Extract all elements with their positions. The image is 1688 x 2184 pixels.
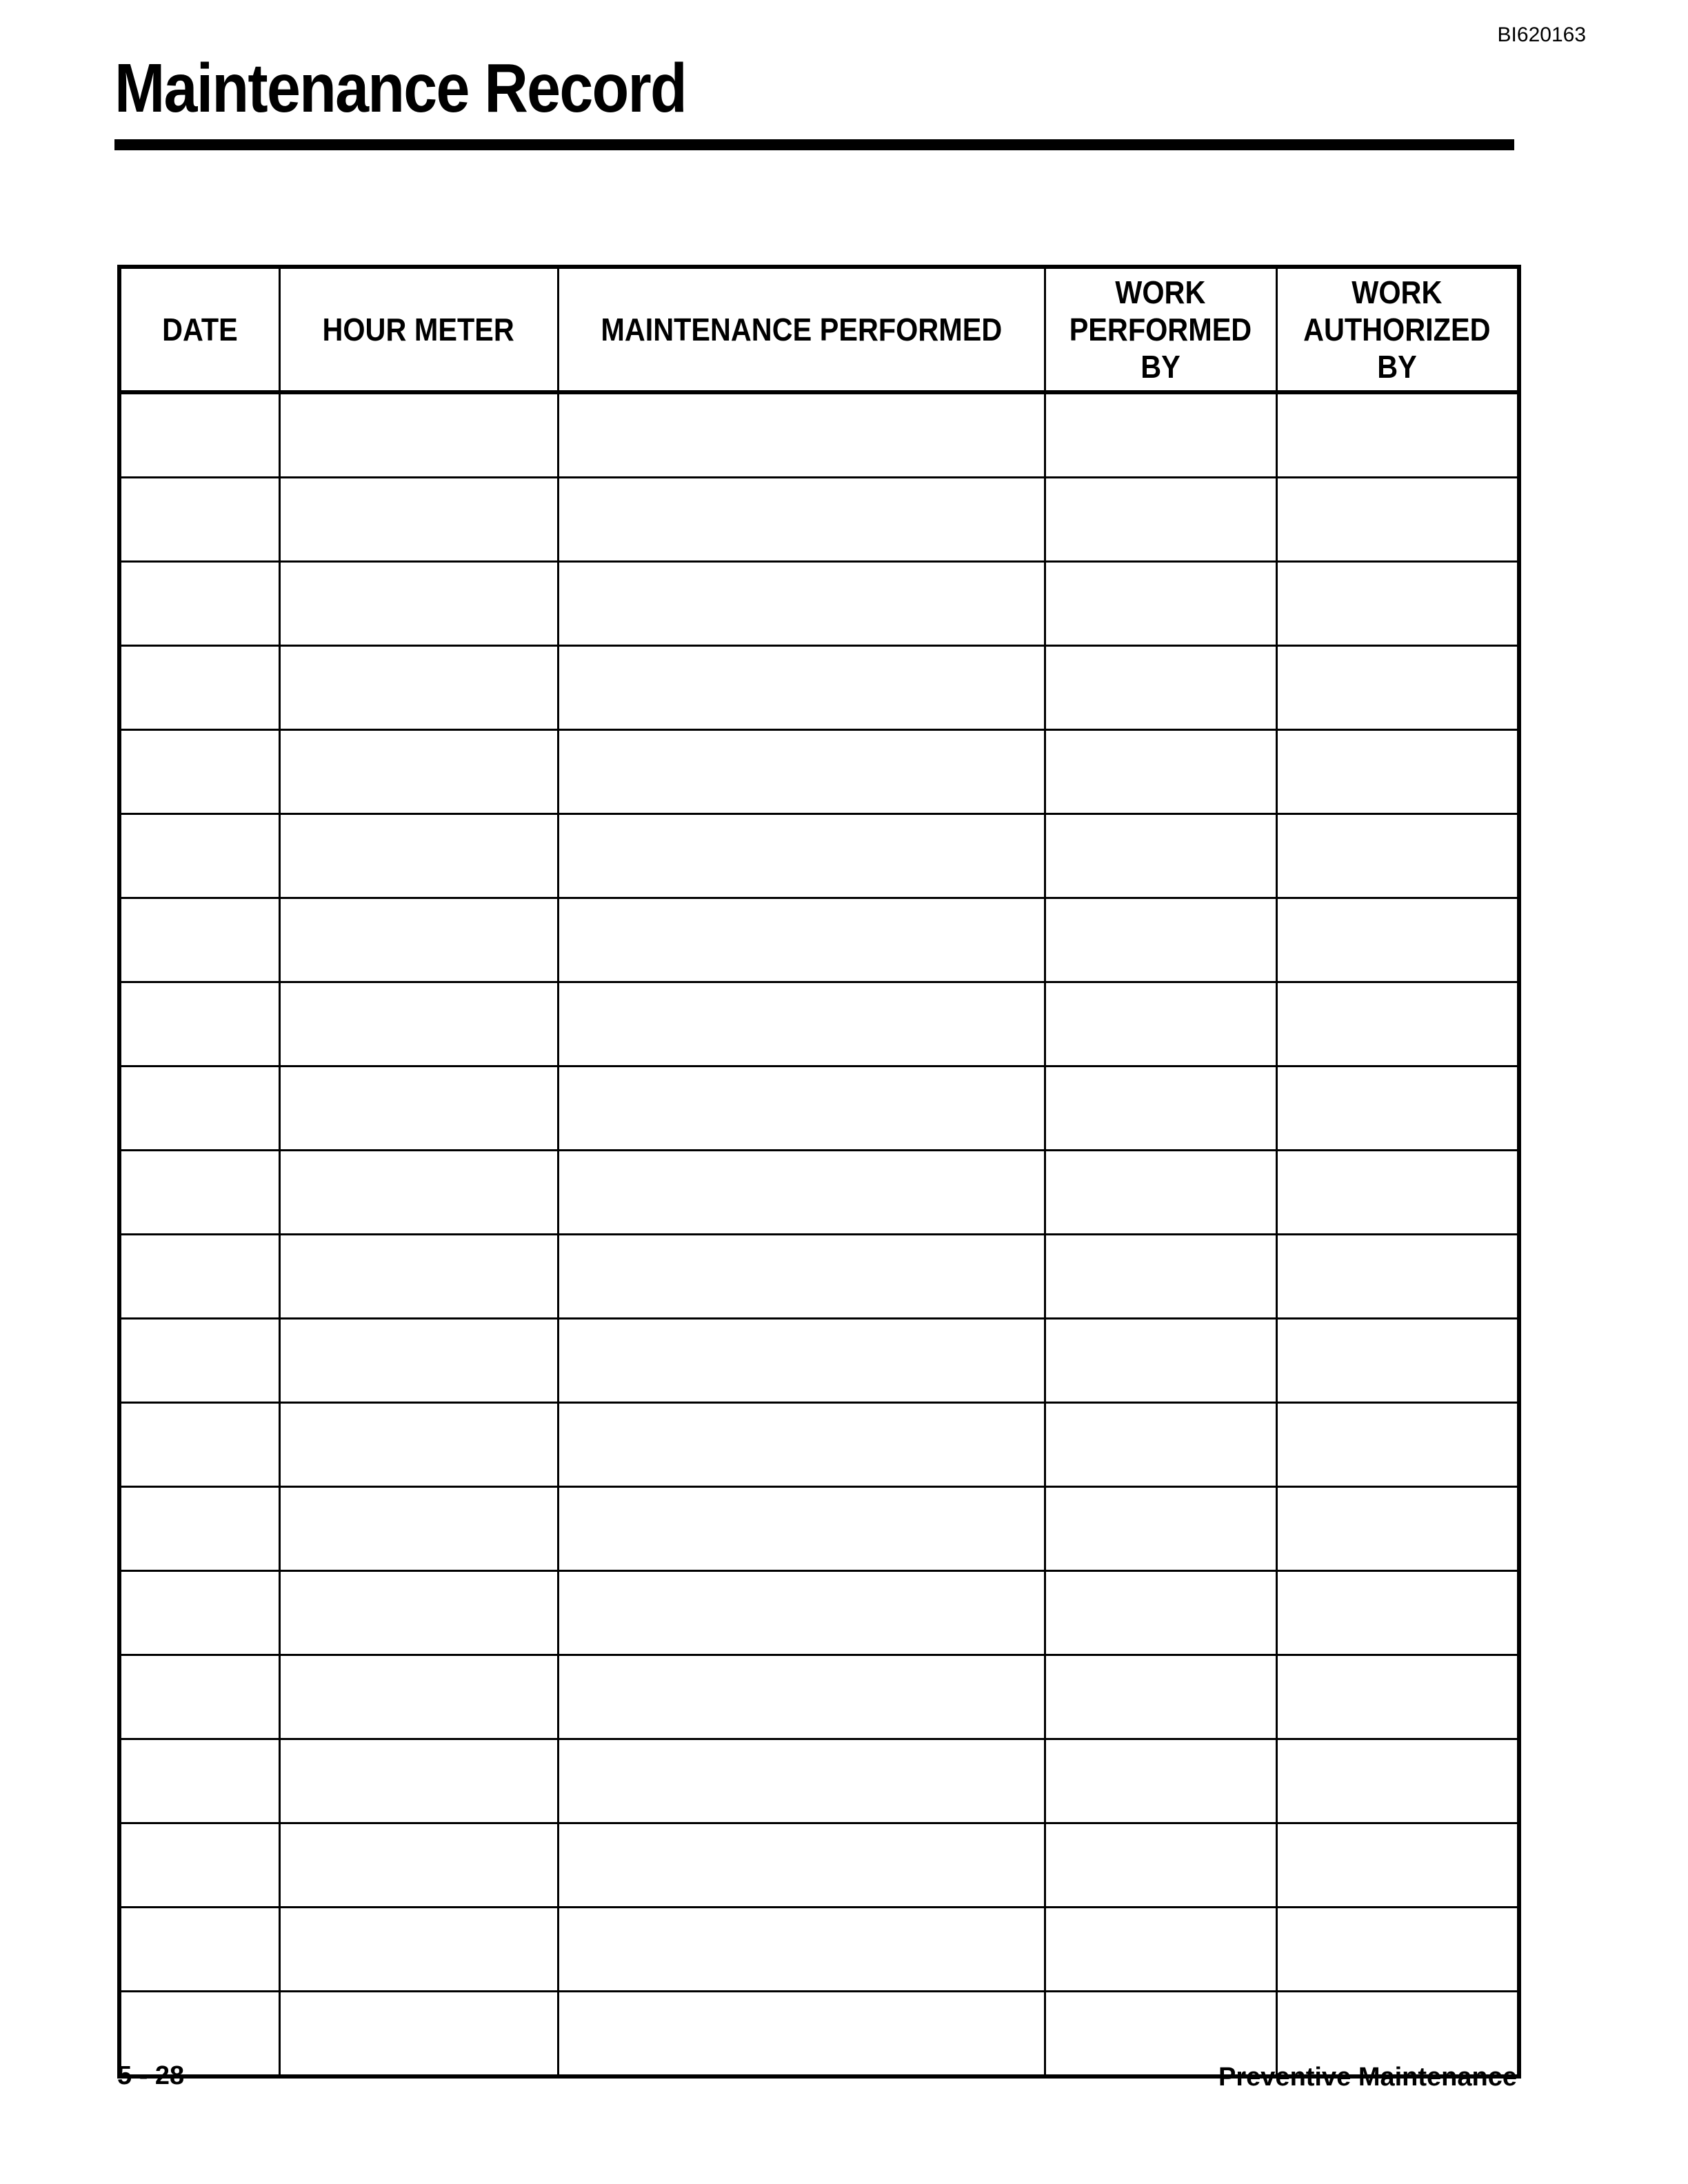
table-row [119, 1487, 1519, 1571]
table-row [119, 562, 1519, 646]
maintenance-performed-cell [558, 562, 1045, 646]
work-performed-by-cell [1045, 1739, 1276, 1823]
date-cell [119, 1235, 279, 1319]
work-performed-by-cell [1045, 1066, 1276, 1151]
maintenance-performed-cell [558, 1319, 1045, 1403]
table-row [119, 814, 1519, 898]
hour-meter-cell [279, 1235, 558, 1319]
column-header-label-line: PERFORMED [1069, 312, 1252, 347]
work-authorized-by-cell [1276, 1908, 1519, 1992]
column-header-hour-meter [279, 267, 558, 392]
table-row [119, 1235, 1519, 1319]
work-performed-by-cell [1045, 1655, 1276, 1739]
column-header-label: MAINTENANCE PERFORMED [601, 312, 1002, 347]
work-authorized-by-cell [1276, 898, 1519, 982]
maintenance-performed-cell [558, 1235, 1045, 1319]
maintenance-performed-cell [558, 1066, 1045, 1151]
date-cell [119, 1655, 279, 1739]
column-header-work-performed-by [1045, 267, 1276, 392]
hour-meter-cell [279, 1066, 558, 1151]
work-authorized-by-cell [1276, 1739, 1519, 1823]
hour-meter-cell [279, 898, 558, 982]
work-performed-by-cell [1045, 1571, 1276, 1655]
work-performed-by-cell [1045, 814, 1276, 898]
work-authorized-by-cell [1276, 646, 1519, 730]
hour-meter-cell [279, 478, 558, 562]
hour-meter-cell [279, 730, 558, 814]
work-performed-by-cell [1045, 1403, 1276, 1487]
date-cell [119, 898, 279, 982]
page-number: 5 - 28 [117, 2061, 185, 2090]
column-header-work-authorized-by [1276, 267, 1519, 392]
date-cell [119, 1823, 279, 1908]
maintenance-performed-cell [558, 1571, 1045, 1655]
table-row [119, 1908, 1519, 1992]
work-authorized-by-cell [1276, 1487, 1519, 1571]
work-performed-by-cell [1045, 1487, 1276, 1571]
maintenance-performed-cell [558, 982, 1045, 1066]
date-cell [119, 646, 279, 730]
hour-meter-cell [279, 562, 558, 646]
hour-meter-cell [279, 1992, 558, 2077]
hour-meter-cell [279, 1319, 558, 1403]
table-body [119, 392, 1519, 2076]
maintenance-performed-cell [558, 392, 1045, 478]
work-authorized-by-cell [1276, 1403, 1519, 1487]
hour-meter-cell [279, 1487, 558, 1571]
table-row [119, 478, 1519, 562]
maintenance-performed-cell [558, 646, 1045, 730]
work-performed-by-cell [1045, 730, 1276, 814]
maintenance-performed-cell [558, 1487, 1045, 1571]
table-row [119, 730, 1519, 814]
hour-meter-cell [279, 1823, 558, 1908]
hour-meter-cell [279, 1655, 558, 1739]
work-performed-by-cell [1045, 1908, 1276, 1992]
date-cell [119, 1403, 279, 1487]
work-authorized-by-cell [1276, 1571, 1519, 1655]
work-authorized-by-cell [1276, 1235, 1519, 1319]
hour-meter-cell [279, 1403, 558, 1487]
hour-meter-cell [279, 1151, 558, 1235]
document-code: BI620163 [1497, 23, 1586, 46]
date-cell [119, 814, 279, 898]
hour-meter-cell [279, 646, 558, 730]
work-authorized-by-cell [1276, 392, 1519, 478]
work-performed-by-cell [1045, 982, 1276, 1066]
work-authorized-by-cell [1276, 1823, 1519, 1908]
work-authorized-by-cell [1276, 562, 1519, 646]
work-authorized-by-cell [1276, 1655, 1519, 1739]
hour-meter-cell [279, 1571, 558, 1655]
table-row [119, 1655, 1519, 1739]
table-row [119, 646, 1519, 730]
work-authorized-by-cell [1276, 982, 1519, 1066]
work-performed-by-cell [1045, 646, 1276, 730]
table-row [119, 1066, 1519, 1151]
date-cell [119, 562, 279, 646]
column-header-maintenance-performed [558, 267, 1045, 392]
work-performed-by-cell [1045, 1823, 1276, 1908]
maintenance-performed-cell [558, 1151, 1045, 1235]
page-title: Maintenance Record [114, 50, 686, 127]
date-cell [119, 1487, 279, 1571]
work-performed-by-cell [1045, 1235, 1276, 1319]
date-cell [119, 392, 279, 478]
maintenance-performed-cell [558, 1992, 1045, 2077]
table-header-row [119, 267, 1519, 392]
table-row [119, 392, 1519, 478]
maintenance-performed-cell [558, 814, 1045, 898]
maintenance-performed-cell [558, 478, 1045, 562]
maintenance-performed-cell [558, 1403, 1045, 1487]
table-row [119, 1823, 1519, 1908]
date-cell [119, 1908, 279, 1992]
table-row [119, 982, 1519, 1066]
maintenance-performed-cell [558, 1908, 1045, 1992]
column-header-label-line: WORK [1115, 274, 1206, 310]
work-performed-by-cell [1045, 392, 1276, 478]
column-header-label-line: BY [1141, 349, 1180, 385]
work-authorized-by-cell [1276, 1066, 1519, 1151]
column-header-label-line: BY [1377, 349, 1418, 385]
column-header-label: DATE [161, 312, 238, 347]
maintenance-record-table [117, 265, 1521, 2079]
work-authorized-by-cell [1276, 1319, 1519, 1403]
column-header-label-line: WORK [1352, 274, 1443, 310]
table-row [119, 1319, 1519, 1403]
table-row [119, 1151, 1519, 1235]
column-header-label-line: AUTHORIZED [1303, 312, 1491, 347]
work-authorized-by-cell [1276, 730, 1519, 814]
date-cell [119, 1739, 279, 1823]
date-cell [119, 1319, 279, 1403]
work-performed-by-cell [1045, 1151, 1276, 1235]
title-rule [114, 139, 1514, 150]
work-authorized-by-cell [1276, 1151, 1519, 1235]
date-cell [119, 478, 279, 562]
maintenance-performed-cell [558, 1739, 1045, 1823]
column-header-label: HOUR METER [322, 312, 515, 347]
work-performed-by-cell [1045, 478, 1276, 562]
table-row [119, 898, 1519, 982]
section-name: Preventive Maintenance [1218, 2063, 1517, 2092]
hour-meter-cell [279, 1739, 558, 1823]
table-row [119, 1571, 1519, 1655]
work-performed-by-cell [1045, 898, 1276, 982]
hour-meter-cell [279, 814, 558, 898]
date-cell [119, 730, 279, 814]
date-cell [119, 1571, 279, 1655]
date-cell [119, 982, 279, 1066]
maintenance-performed-cell [558, 898, 1045, 982]
work-performed-by-cell [1045, 562, 1276, 646]
date-cell [119, 1151, 279, 1235]
table-row [119, 1403, 1519, 1487]
work-authorized-by-cell [1276, 814, 1519, 898]
work-authorized-by-cell [1276, 478, 1519, 562]
hour-meter-cell [279, 392, 558, 478]
hour-meter-cell [279, 1908, 558, 1992]
date-cell [119, 1066, 279, 1151]
column-header-date [119, 267, 279, 392]
maintenance-performed-cell [558, 1655, 1045, 1739]
table-row [119, 1739, 1519, 1823]
maintenance-performed-cell [558, 1823, 1045, 1908]
work-performed-by-cell [1045, 1319, 1276, 1403]
maintenance-performed-cell [558, 730, 1045, 814]
hour-meter-cell [279, 982, 558, 1066]
